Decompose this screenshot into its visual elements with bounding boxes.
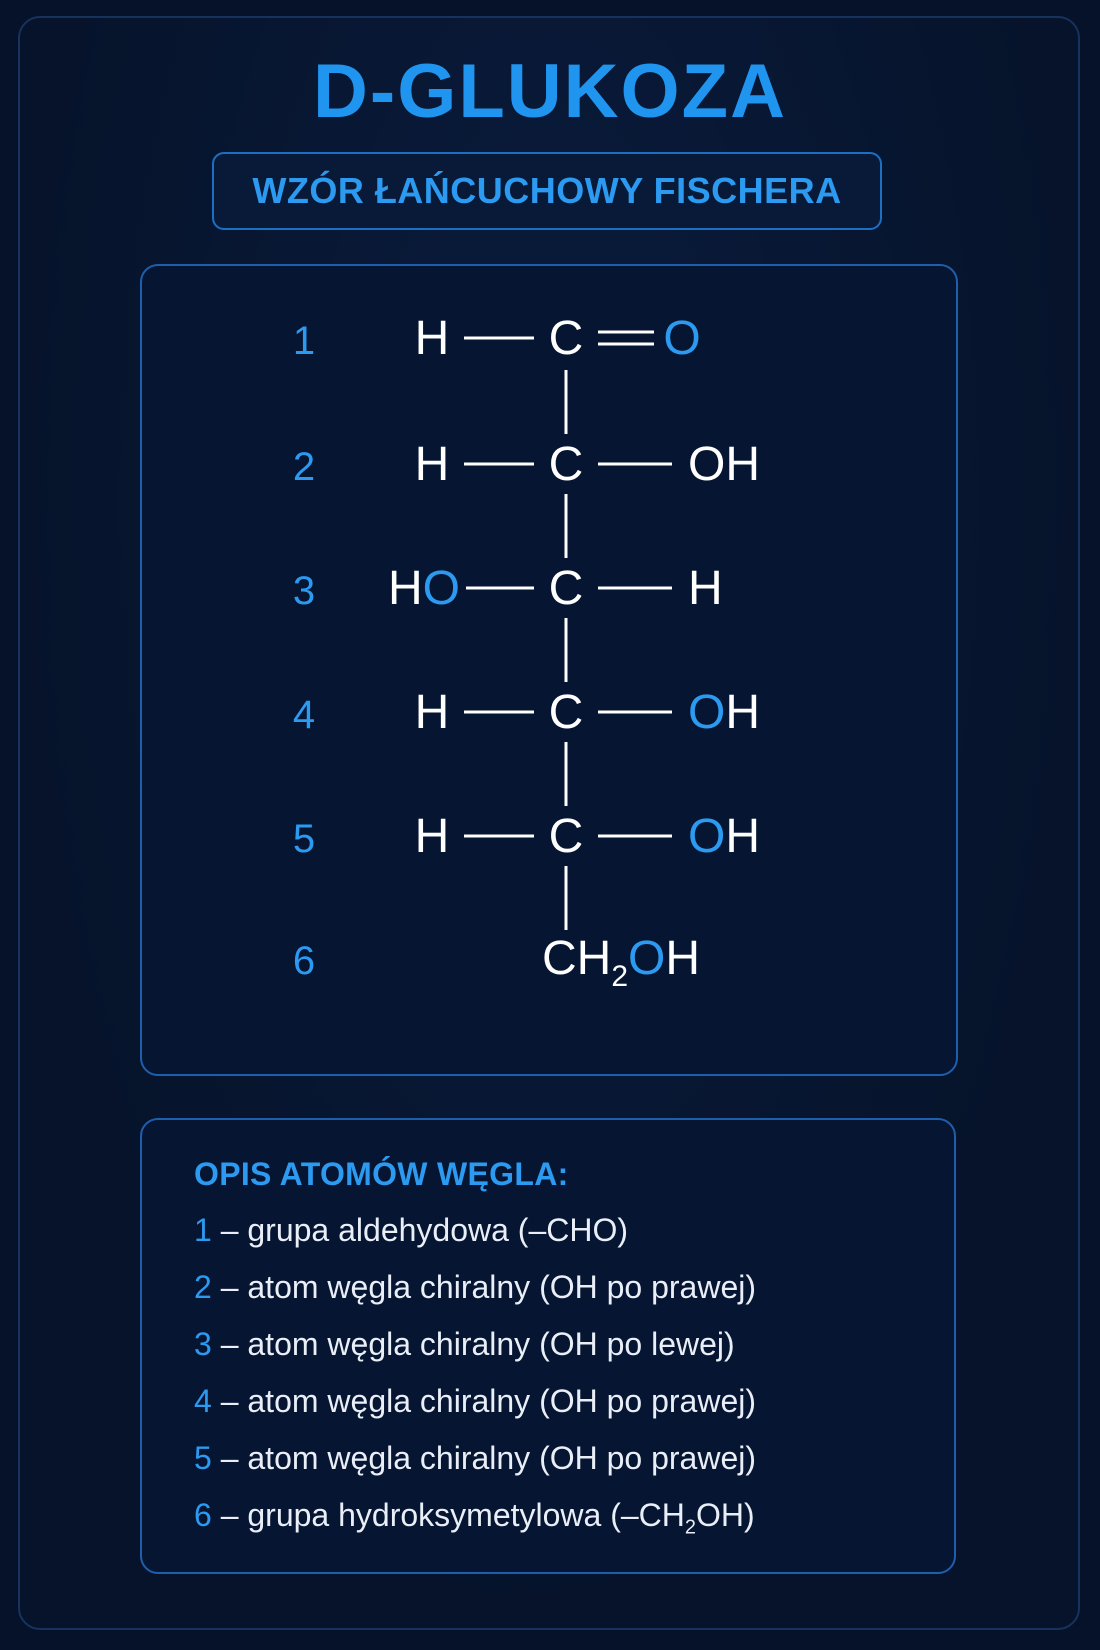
subtitle-text: WZÓR ŁAŃCUCHOWY FISCHERA bbox=[252, 170, 842, 211]
carbon-number-5: 5 bbox=[292, 817, 316, 861]
ch2oh-h: H bbox=[665, 932, 701, 985]
list-item: 4 – atom węgla chiralny (OH po prawej) bbox=[194, 1383, 757, 1419]
list-item: 3 – atom węgla chiralny (OH po lewej) bbox=[194, 1326, 735, 1362]
list-item: 6 – grupa hydroksymetylowa $(-CH_2OH)$ bbox=[194, 1497, 755, 1539]
atom-c1: C bbox=[548, 312, 584, 365]
group-ch2oh bbox=[542, 932, 700, 993]
carbon-description-panel bbox=[140, 1118, 956, 1574]
atom-h-c3: H bbox=[688, 562, 723, 615]
list-item: 5 – atom węgla chiralny (OH po prawej) bbox=[194, 1440, 757, 1476]
page-title: D-GLUKOZA bbox=[313, 49, 787, 134]
atom-h-c4: H bbox=[414, 686, 450, 739]
atom-h-c5: H bbox=[414, 810, 450, 863]
group-ho-c3: HO bbox=[387, 562, 460, 615]
fischer-formula-panel bbox=[140, 264, 958, 1076]
carbon-number-1: 1 bbox=[292, 319, 316, 363]
description-list bbox=[194, 1212, 756, 1554]
carbon-number-4: 4 bbox=[292, 693, 316, 737]
group-oh-c2: OH bbox=[688, 438, 760, 491]
group-oh-c4: OH bbox=[688, 686, 761, 739]
atom-c4: C bbox=[548, 686, 584, 739]
atom-c3: C bbox=[548, 562, 584, 615]
carbon-number-3: 3 bbox=[292, 569, 316, 613]
list-item: 2 – atom węgla chiralny (OH po prawej) bbox=[194, 1269, 757, 1305]
subtitle-badge bbox=[212, 152, 882, 230]
atom-o-c1: O bbox=[663, 312, 701, 365]
list-item: 1 – grupa aldehydowa (–CHO) bbox=[194, 1212, 629, 1248]
fischer-projection bbox=[142, 266, 960, 1078]
description-title: OPIS ATOMÓW WĘGLA: bbox=[194, 1156, 569, 1192]
carbon-number-6: 6 bbox=[292, 939, 316, 983]
ch2oh-ch: CH bbox=[542, 932, 612, 985]
atom-h-c1: H bbox=[414, 312, 450, 365]
atom-c5: C bbox=[548, 810, 584, 863]
atom-h-c2: H bbox=[414, 438, 450, 491]
atom-c2: C bbox=[548, 438, 584, 491]
ch2oh-o: O bbox=[628, 932, 666, 985]
group-oh-c5: OH bbox=[688, 810, 761, 863]
ch2oh-sub: 2 bbox=[611, 960, 629, 993]
carbon-number-2: 2 bbox=[292, 445, 316, 489]
